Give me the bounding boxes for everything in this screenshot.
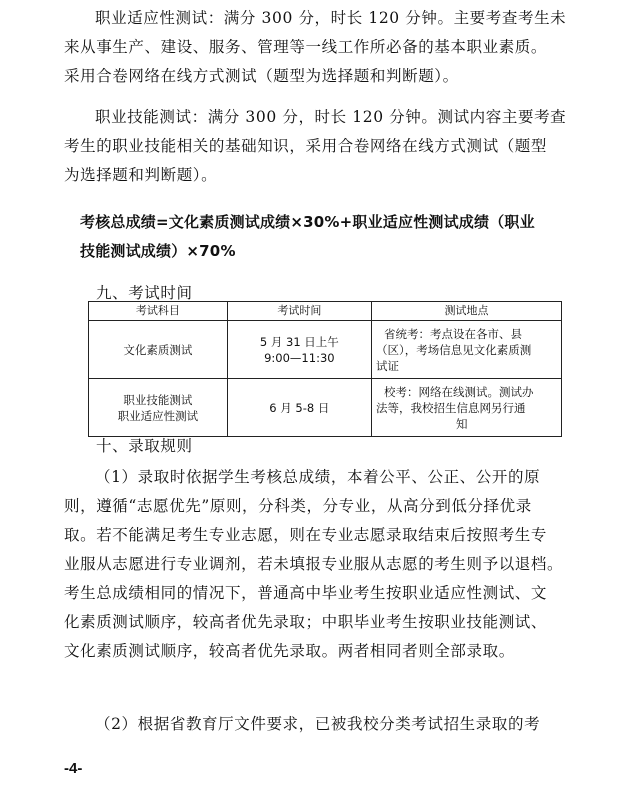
cell-text: 6 月 5-8 日 — [269, 400, 330, 415]
paragraph-vocational-aptitude — [64, 4, 584, 91]
text-line: 化素质测试顺序，较高者优先录取；中职毕业考生按职业技能测试、 — [64, 613, 548, 631]
cell-location — [372, 321, 562, 379]
text-line: 为选择题和判断题）。 — [64, 166, 218, 184]
header-subject: 考试科目 — [89, 302, 228, 321]
text-line: 业服从志愿进行专业调剂，若未填报专业服从志愿的考生则予以退档。 — [64, 555, 564, 573]
cell-time — [227, 379, 371, 437]
text-line: （2）根据省教育厅文件要求，已被我校分类考试招生录取的考 — [95, 715, 541, 733]
cell-location — [372, 379, 562, 437]
paragraph-admission-rule-2 — [64, 710, 584, 739]
cell-text: 职业适应性测试 — [117, 408, 199, 423]
cell-text: 职业技能测试 — [123, 392, 193, 407]
cell-text: 省统考：考点设在各市、县 — [384, 326, 523, 341]
page-number: -4- — [64, 760, 83, 777]
table-row — [89, 379, 562, 437]
cell-text: 法等，我校招生信息网另行通 — [376, 400, 526, 415]
text-line: 考生的职业技能相关的基础知识，采用合卷网络在线方式测试（题型 — [64, 137, 548, 155]
text-line: 职业技能测试：满分 300 分，时长 120 分钟。测试内容主要考查 — [95, 108, 567, 126]
text-line: 文化素质测试顺序，较高者优先录取。两者相同者则全部录取。 — [64, 642, 515, 660]
cell-text: 文化素质测试 — [123, 342, 193, 357]
text-line: （1）录取时依据学生考核总成绩，本着公平、公正、公开的原 — [95, 468, 541, 486]
text-line: 取。若不能满足考生专业志愿，则在专业志愿录取结束后按照考生专 — [64, 526, 548, 544]
cell-text: 试证 — [376, 358, 400, 373]
cell-text: 知 — [456, 416, 468, 431]
section-nine-heading: 九、考试时间 — [96, 284, 193, 302]
cell-text: （区），考场信息见文化素质测 — [376, 342, 532, 357]
text-line: 则，遵循“志愿优先”原则，分科类，分专业，从高分到低分择优录 — [64, 497, 532, 515]
exam-schedule-table — [88, 301, 562, 437]
cell-subject — [89, 321, 228, 379]
cell-text: 9:00—11:30 — [264, 350, 335, 365]
text-line: 采用合卷网络在线方式测试（题型为选择题和判断题）。 — [64, 67, 459, 85]
score-formula — [80, 208, 600, 266]
text-line: 考核总成绩=文化素质测试成绩×30%+职业适应性测试成绩（职业 — [80, 213, 535, 231]
paragraph-vocational-skill — [64, 103, 584, 190]
table-header-row — [89, 302, 562, 321]
cell-text: 5 月 31 日上午 — [259, 334, 339, 349]
text-line: 技能测试成绩）×70% — [80, 242, 236, 260]
cell-subject — [89, 379, 228, 437]
paragraph-admission-rule-1 — [64, 463, 584, 666]
cell-text: 校考：网络在线测试。测试办 — [384, 384, 534, 399]
cell-time — [227, 321, 371, 379]
table-row — [89, 321, 562, 379]
section-ten-heading: 十、录取规则 — [96, 437, 193, 455]
text-line: 来从事生产、建设、服务、管理等一线工作所必备的基本职业素质。 — [64, 38, 548, 56]
text-line: 考生总成绩相同的情况下，普通高中毕业考生按职业适应性测试、文 — [64, 584, 548, 602]
header-location: 测试地点 — [372, 302, 562, 321]
text-line: 职业适应性测试：满分 300 分，时长 120 分钟。主要考查考生未 — [95, 9, 567, 27]
header-time: 考试时间 — [227, 302, 371, 321]
